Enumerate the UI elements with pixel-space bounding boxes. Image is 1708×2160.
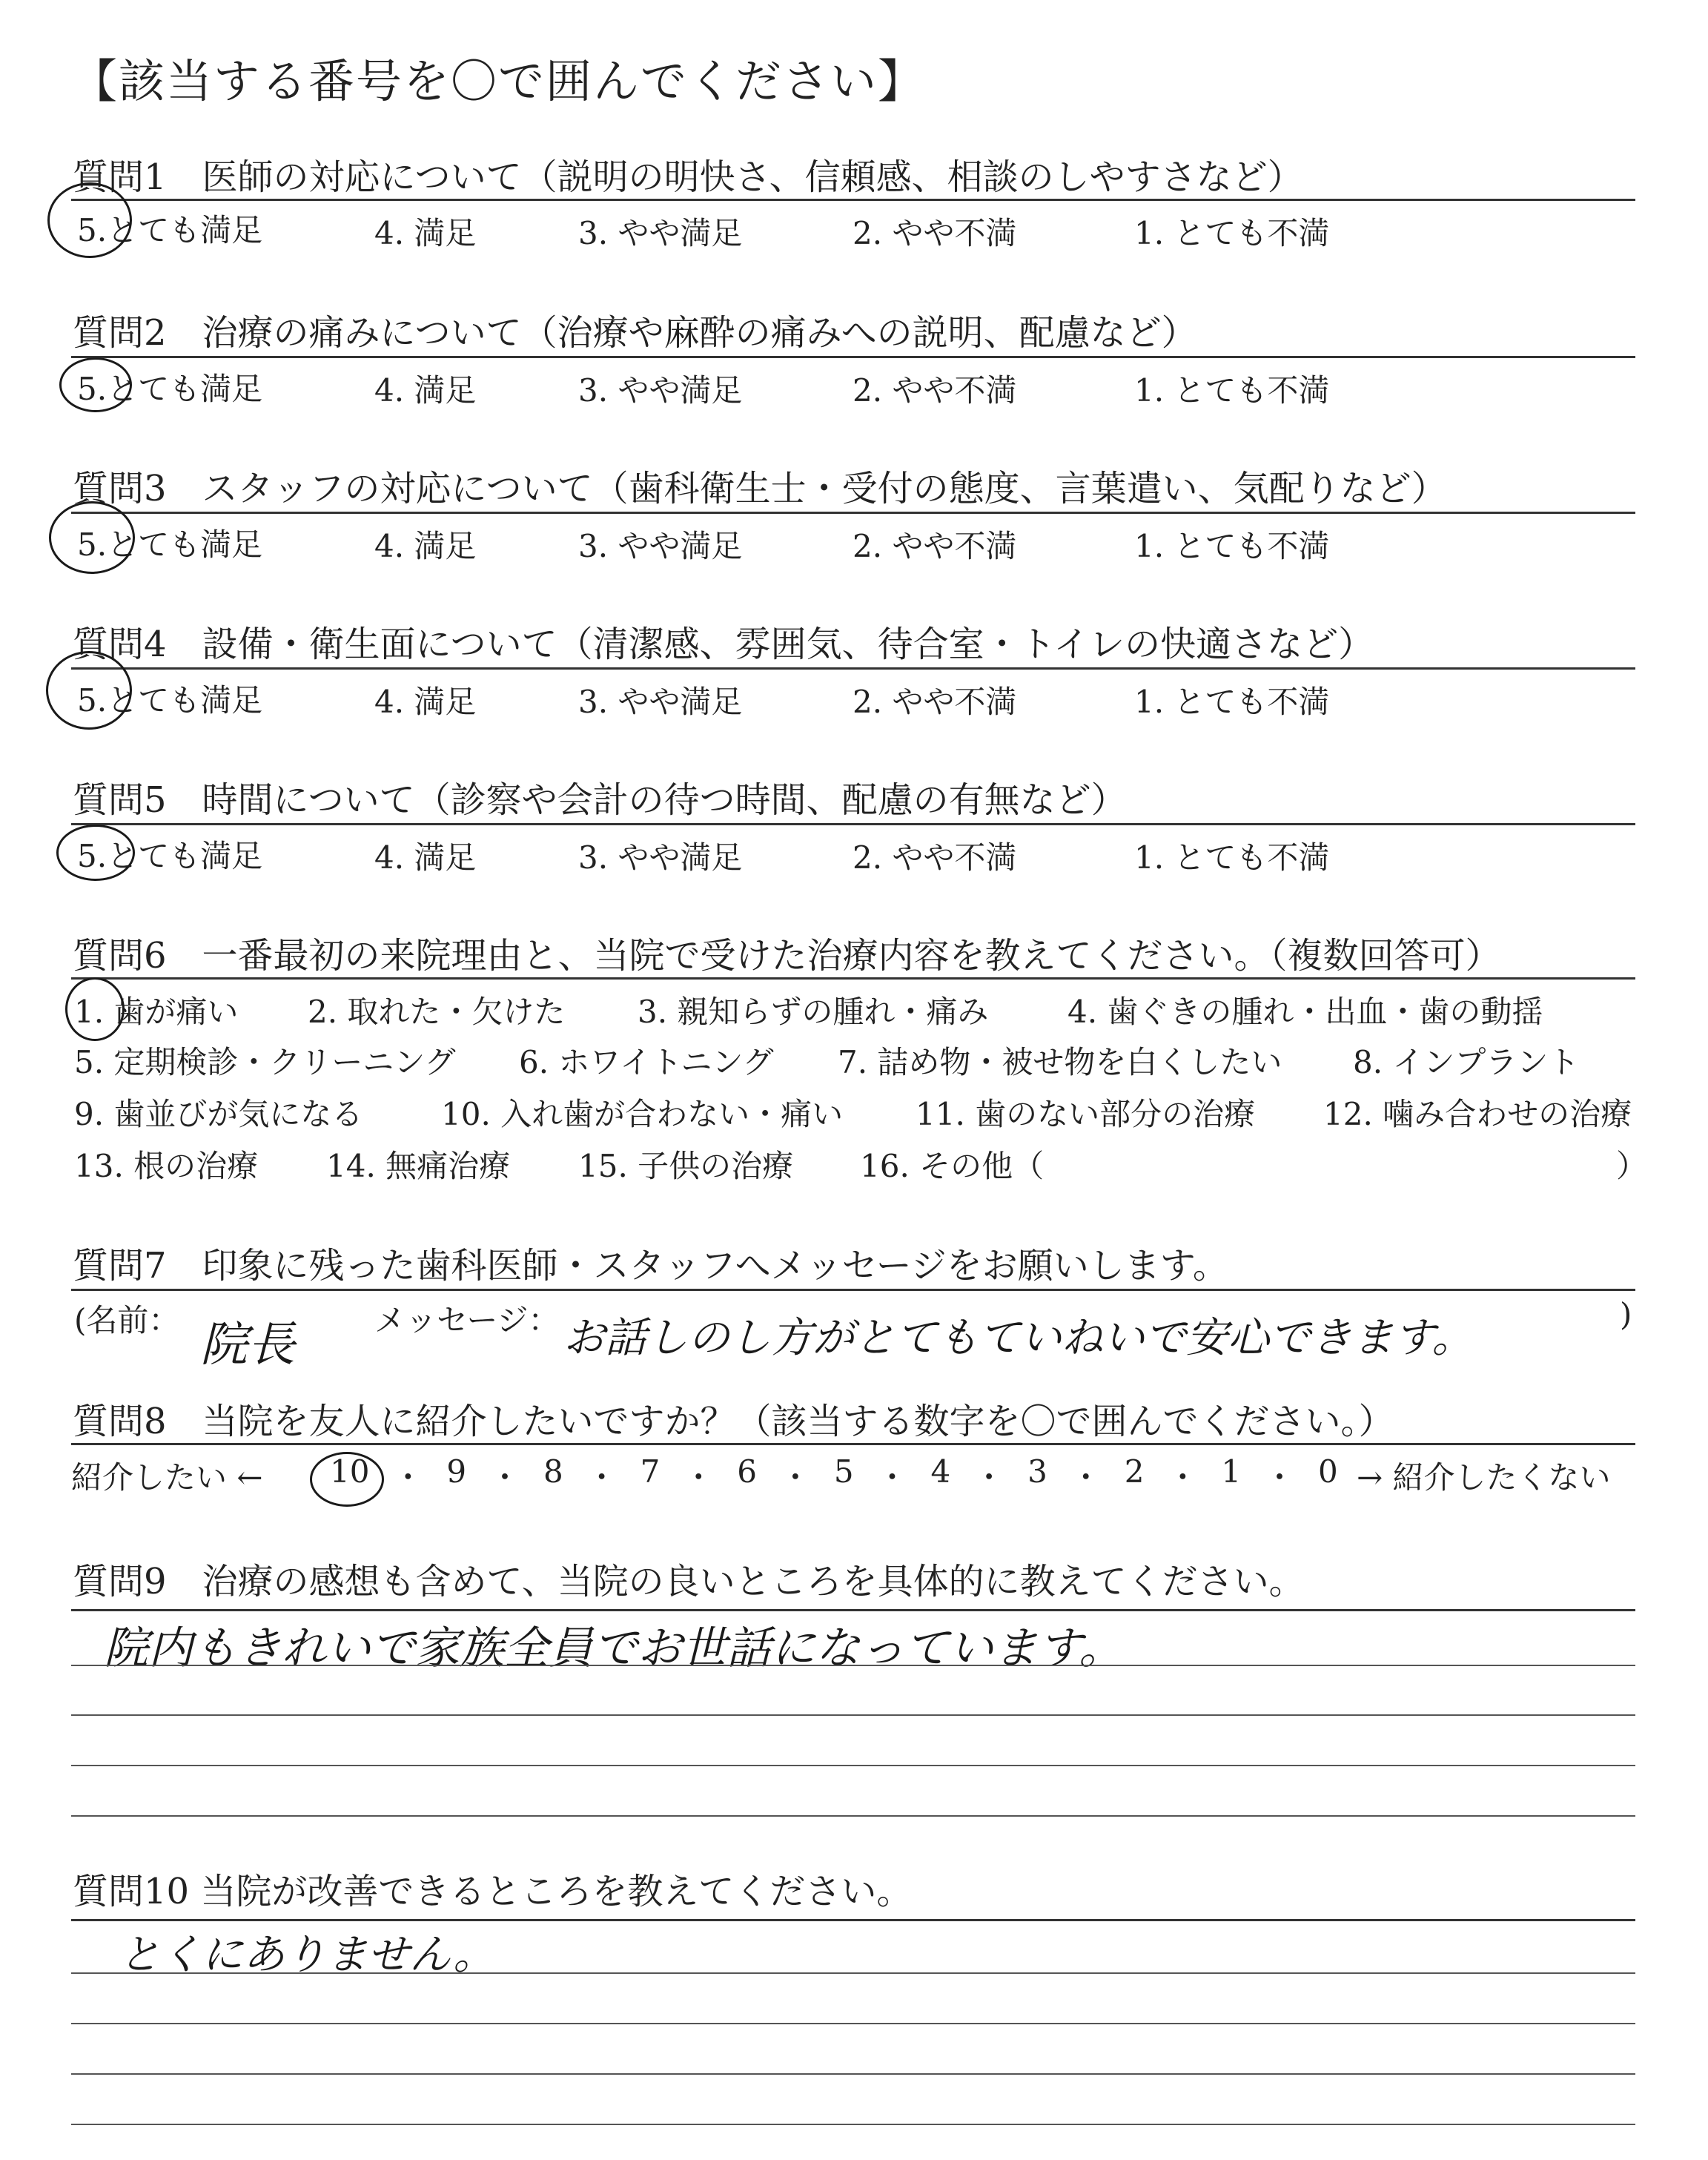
q6-option-3[interactable]: 3. 親知らずの腫れ・痛み <box>638 994 989 1030</box>
divider <box>71 356 1635 358</box>
q6-option-10[interactable]: 10. 入れ歯が合わない・痛い <box>441 1096 844 1132</box>
q2-answer-circle <box>59 357 132 412</box>
q8-left-label: 紹介したい ← <box>71 1459 263 1496</box>
q1-option-3[interactable]: 3. やや満足 <box>578 215 743 251</box>
scale-dot: ・ <box>392 1459 424 1496</box>
q6-option-1[interactable]: 1. 歯が痛い <box>74 994 239 1030</box>
q2-option-3[interactable]: 3. やや満足 <box>578 372 743 409</box>
question-4-text: 質問4 設備・衛生面について（清潔感、雰囲気、待合室・トイレの快適さなど） <box>73 624 1374 665</box>
scale-3[interactable]: 3 <box>1027 1453 1047 1490</box>
q3-answer-circle <box>49 501 135 574</box>
q6-answer-circle <box>65 977 125 1041</box>
answer-line <box>71 2073 1635 2075</box>
q6-option-9[interactable]: 9. 歯並びが気になる <box>74 1096 363 1132</box>
divider <box>71 667 1635 670</box>
q8-right-label: → 紹介したくない <box>1357 1459 1611 1496</box>
answer-line <box>71 1665 1635 1666</box>
q2-option-1[interactable]: 1. とても不満 <box>1134 372 1330 409</box>
answer-line <box>71 1765 1635 1766</box>
divider <box>71 1609 1635 1611</box>
scale-1[interactable]: 1 <box>1221 1453 1242 1490</box>
q5-option-4[interactable]: 4. 満足 <box>374 839 477 876</box>
q3-option-4[interactable]: 4. 満足 <box>374 528 477 564</box>
q3-option-3[interactable]: 3. やや満足 <box>578 528 743 564</box>
scale-0[interactable]: 0 <box>1317 1453 1338 1490</box>
answer-line <box>71 1714 1635 1716</box>
q5-option-2[interactable]: 2. やや不満 <box>853 839 1017 876</box>
question-9-text: 質問9 治療の感想も含めて、当院の良いところを具体的に教えてください。 <box>73 1561 1305 1602</box>
question-8-text: 質問8 当院を友人に紹介したいですか？（該当する数字を〇で囲んでください。） <box>73 1401 1394 1442</box>
question-3-text: 質問3 スタッフの対応について（歯科衛生士・受付の態度、言葉遣い、気配りなど） <box>73 468 1447 509</box>
scale-dot: ・ <box>489 1459 521 1496</box>
scale-dot: ・ <box>779 1459 811 1496</box>
scale-8[interactable]: 8 <box>543 1453 563 1490</box>
question-1-text: 質問1 医師の対応について（説明の明快さ、信頼感、相談のしやすさなど） <box>73 156 1303 198</box>
q6-option-13[interactable]: 13. 根の治療 <box>74 1148 259 1184</box>
divider <box>71 512 1635 514</box>
q3-option-2[interactable]: 2. やや不満 <box>853 528 1017 564</box>
q1-answer-circle <box>47 182 132 258</box>
divider <box>71 199 1635 201</box>
scale-dot: ・ <box>1264 1459 1296 1496</box>
q7-message-label: メッセージ： <box>374 1302 560 1338</box>
q4-option-4[interactable]: 4. 満足 <box>374 684 477 720</box>
scale-4[interactable]: 4 <box>930 1453 951 1490</box>
q9-answer[interactable]: 院内もきれいで家族全員でお世話になっています。 <box>104 1622 1124 1674</box>
scale-7[interactable]: 7 <box>640 1453 661 1490</box>
q2-option-4[interactable]: 4. 満足 <box>374 372 477 409</box>
q7-close-paren: ) <box>1620 1296 1632 1332</box>
question-5-text: 質問5 時間について（診察や会計の待つ時間、配慮の有無など） <box>73 779 1127 821</box>
answer-line <box>71 1972 1635 1974</box>
q6-option-7[interactable]: 7. 詰め物・被せ物を白くしたい <box>838 1044 1282 1080</box>
q2-option-5[interactable]: 5.とても満足 <box>77 371 263 407</box>
q1-option-4[interactable]: 4. 満足 <box>374 215 477 251</box>
answer-line <box>71 2124 1635 2125</box>
answer-line <box>71 1815 1635 1817</box>
scale-5[interactable]: 5 <box>833 1453 854 1490</box>
scale-dot: ・ <box>973 1459 1005 1496</box>
q6-option-15[interactable]: 15. 子供の治療 <box>578 1148 794 1184</box>
q6-other-close: ） <box>1616 1148 1648 1184</box>
divider <box>71 1443 1635 1445</box>
q6-option-16[interactable]: 16. その他（ <box>860 1148 1045 1184</box>
q10-answer[interactable]: とくにありません。 <box>119 1931 495 1979</box>
q6-option-12[interactable]: 12. 噛み合わせの治療 <box>1323 1096 1632 1132</box>
answer-line <box>71 2023 1635 2024</box>
q1-option-2[interactable]: 2. やや不満 <box>853 215 1017 251</box>
q7-name-value[interactable]: 院長 <box>200 1318 295 1373</box>
question-10-text: 質問10 当院が改善できるところを教えてください。 <box>73 1871 913 1912</box>
q2-option-2[interactable]: 2. やや不満 <box>853 372 1017 409</box>
scale-2[interactable]: 2 <box>1124 1453 1145 1490</box>
divider <box>71 1289 1635 1291</box>
q5-option-3[interactable]: 3. やや満足 <box>578 839 743 876</box>
q6-option-4[interactable]: 4. 歯ぐきの腫れ・出血・歯の動揺 <box>1068 994 1543 1030</box>
divider <box>71 977 1635 980</box>
scale-6[interactable]: 6 <box>737 1453 757 1490</box>
q5-option-1[interactable]: 1. とても不満 <box>1134 839 1330 876</box>
q1-option-5[interactable]: 5.とても満足 <box>77 212 263 248</box>
divider <box>71 1919 1635 1921</box>
scale-dot: ・ <box>1070 1459 1102 1496</box>
scale-dot: ・ <box>683 1459 715 1496</box>
scale-dot: ・ <box>876 1459 908 1496</box>
q5-option-5[interactable]: 5.とても満足 <box>77 838 263 874</box>
form-title: 【該当する番号を〇で囲んでください】 <box>71 54 926 108</box>
q6-option-2[interactable]: 2. 取れた・欠けた <box>308 994 566 1030</box>
q6-option-11[interactable]: 11. 歯のない部分の治療 <box>916 1096 1256 1132</box>
q7-message-value[interactable]: お話しのし方がとてもていねいで安心できます。 <box>563 1314 1474 1362</box>
q4-option-5[interactable]: 5.とても満足 <box>77 682 263 719</box>
q4-answer-circle <box>46 651 132 730</box>
q7-name-label: (名前： <box>74 1302 180 1338</box>
q4-option-1[interactable]: 1. とても不満 <box>1134 684 1330 720</box>
q8-answer-circle <box>310 1452 384 1507</box>
scale-10[interactable]: 10 <box>330 1453 370 1490</box>
q6-option-8[interactable]: 8. インプラント <box>1353 1044 1580 1080</box>
q3-option-5[interactable]: 5.とても満足 <box>77 526 263 563</box>
q6-option-14[interactable]: 14. 無痛治療 <box>326 1148 511 1184</box>
q4-option-3[interactable]: 3. やや満足 <box>578 684 743 720</box>
q3-option-1[interactable]: 1. とても不満 <box>1134 528 1330 564</box>
scale-dot: ・ <box>1167 1459 1199 1496</box>
q8-scale <box>330 1453 1338 1498</box>
q5-answer-circle <box>56 825 135 881</box>
divider <box>71 823 1635 825</box>
scale-dot: ・ <box>586 1459 618 1496</box>
question-7-text: 質問7 印象に残った歯科医師・スタッフへメッセージをお願いします。 <box>73 1245 1228 1287</box>
question-2-text: 質問2 治療の痛みについて（治療や麻酔の痛みへの説明、配慮など） <box>73 312 1197 354</box>
q6-option-5[interactable]: 5. 定期検診・クリーニング <box>74 1044 456 1080</box>
scale-9[interactable]: 9 <box>446 1453 467 1490</box>
q6-option-6[interactable]: 6. ホワイトニング <box>519 1044 774 1080</box>
q1-option-1[interactable]: 1. とても不満 <box>1134 215 1330 251</box>
q4-option-2[interactable]: 2. やや不満 <box>853 684 1017 720</box>
question-6-text: 質問6 一番最初の来院理由と、当院で受けた治療内容を教えてください。（複数回答可） <box>73 935 1501 977</box>
